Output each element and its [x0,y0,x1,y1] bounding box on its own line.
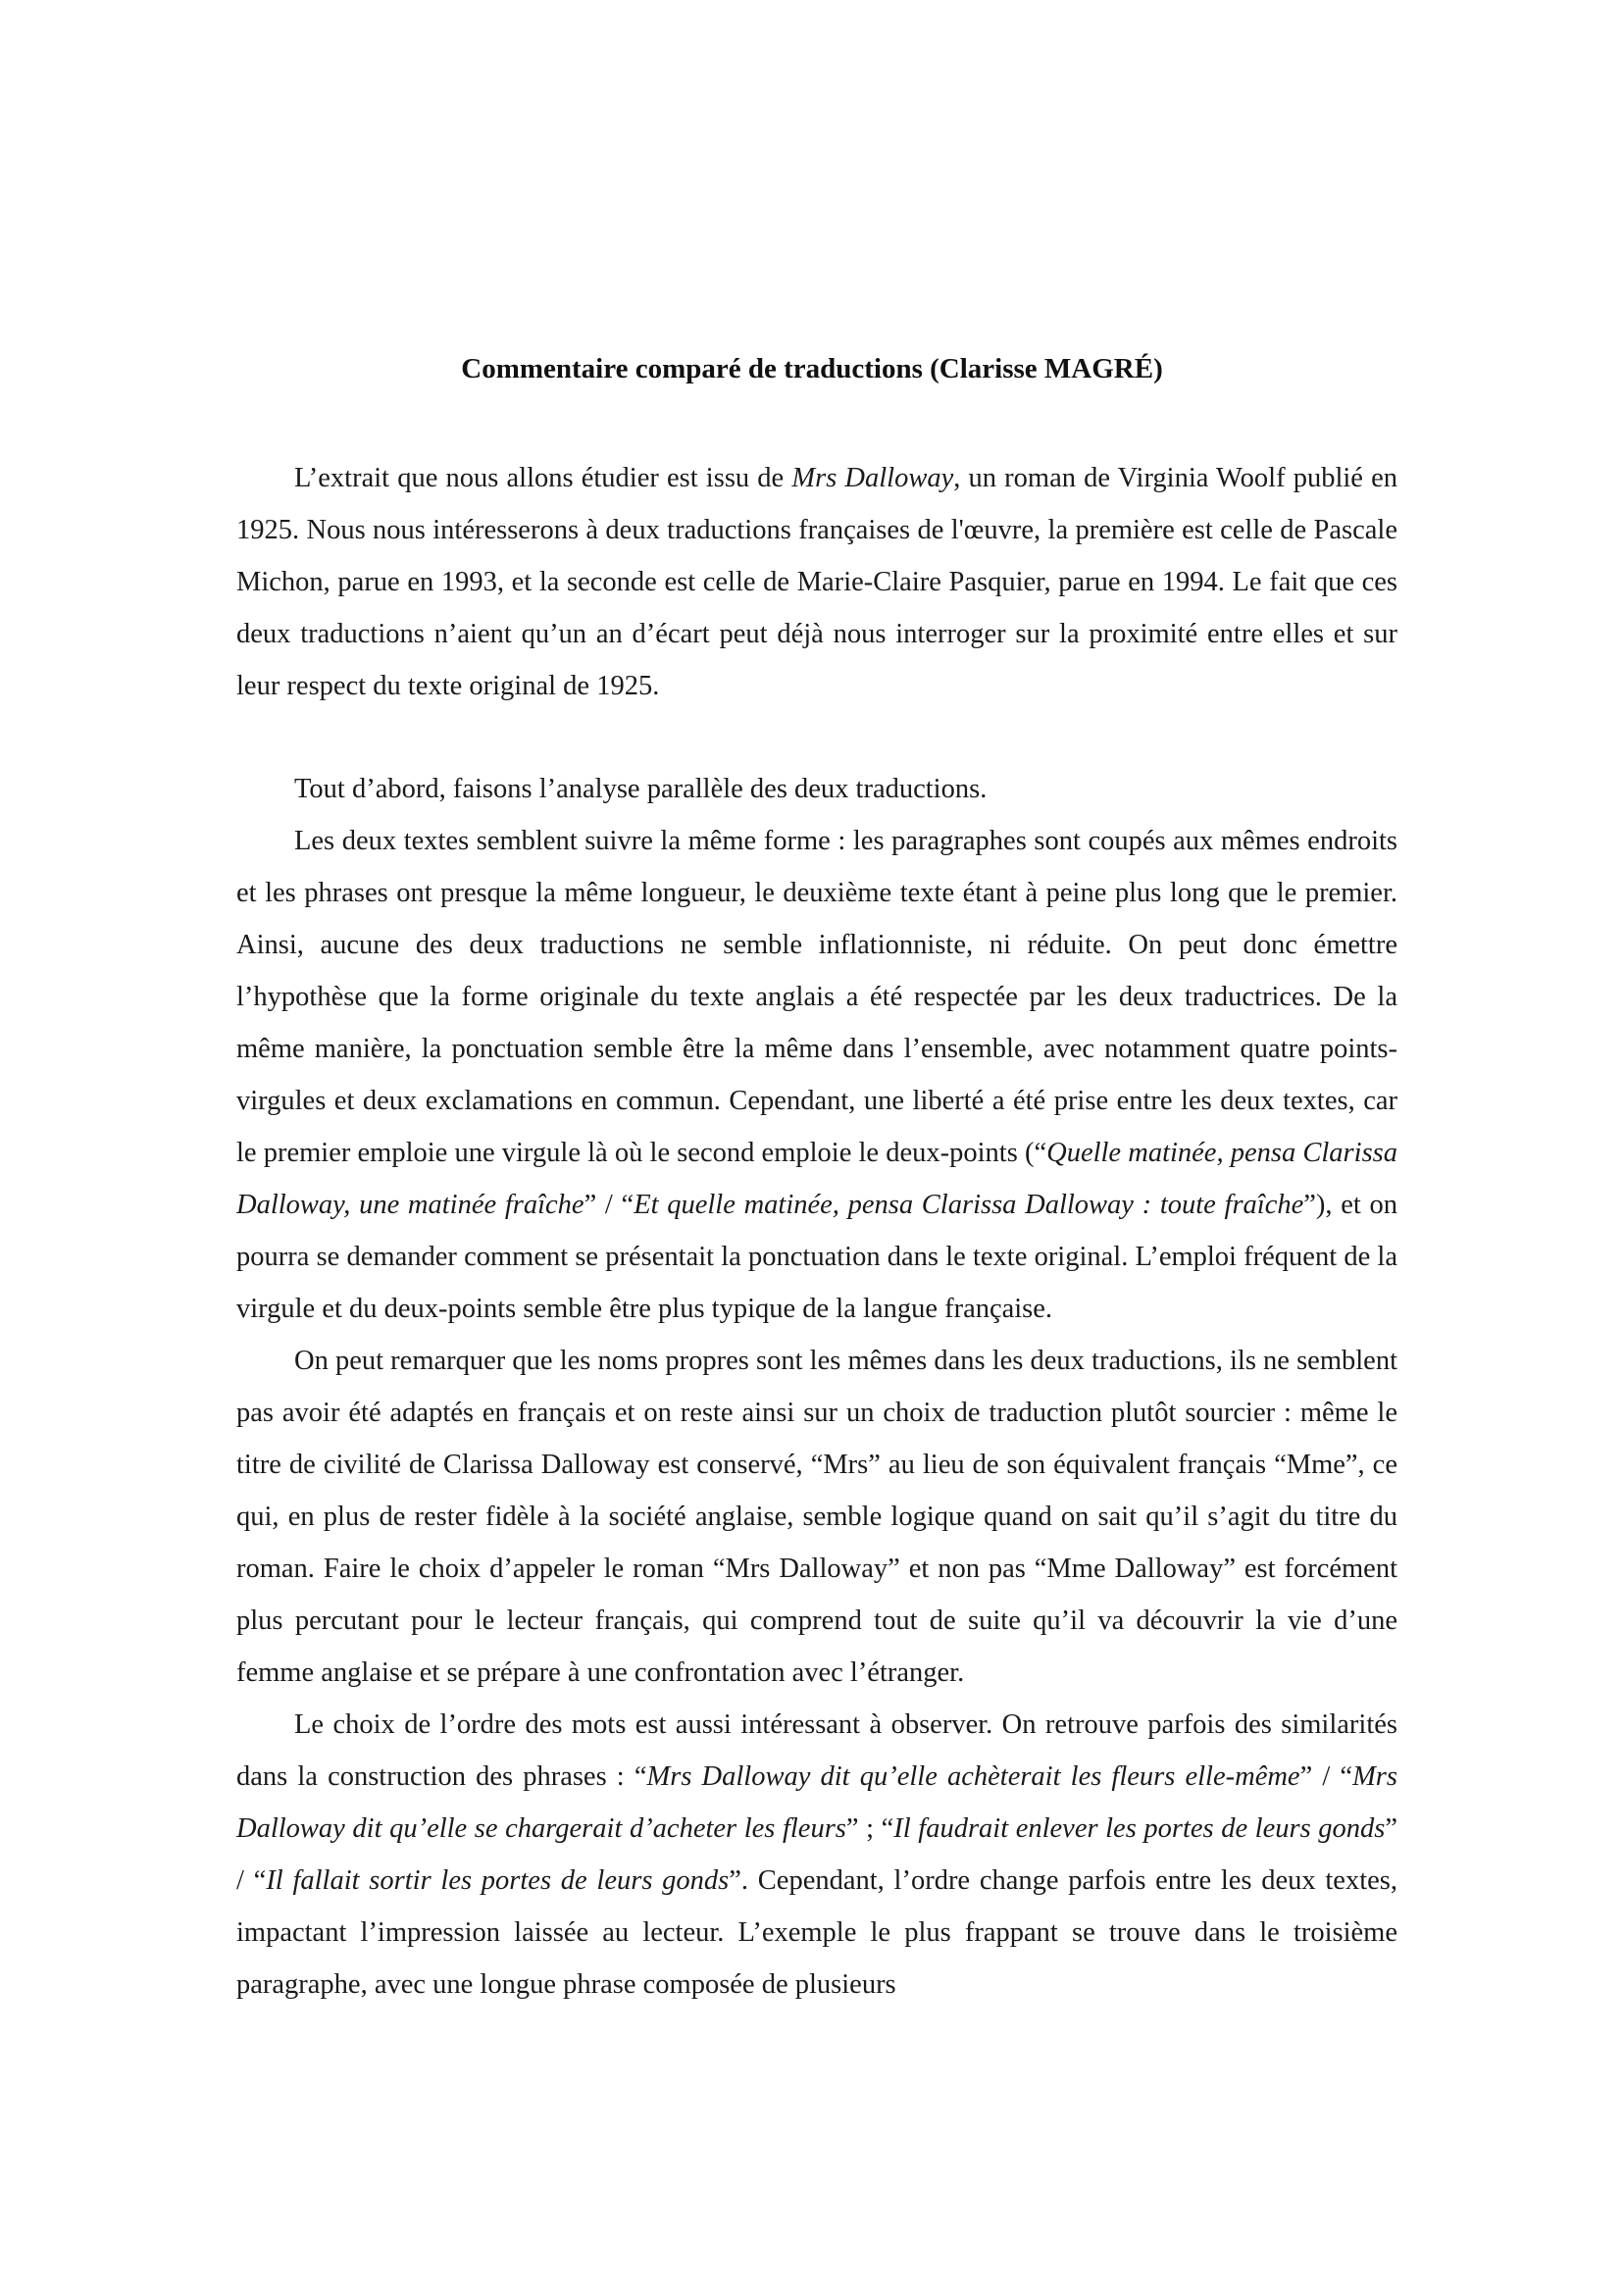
paragraph-text: ”), et on pourra se demander comment se présentait la ponctuation dans le texte original. L’emploi fréquent de la virgule et du deux-points semble être plus typique de la langue française. [236,1190,1397,1324]
intro-text: , un roman de Virginia Woolf publié en 1925. Nous nous intéresserons à deux traductions françaises de l'œuvre, la première est celle de Pascale Michon, parue en 1993, et la seconde est celle de Marie-Claire Pasquier, parue en 1994. Le fait que ces deux traductions n’aient qu’un an d’écart peut déjà nous interroger sur la proximité entre elles et sur leur respect du texte original de 1925. [236,463,1398,701]
paragraph-2 [236,815,1397,1335]
paragraph-4 [236,1699,1397,2011]
paragraph-text: Le choix de l’ordre des mots est aussi intéressant à observer. On retrouve parfois des similarités dans la construction des phrases : “ [236,1709,1397,1792]
main-block [236,763,1397,2011]
paragraph-text: ”. Cependant, l’ordre change parfois entre les deux textes, impactant l’impression laissée au lecteur. L’exemple le plus frappant se trouve dans le troisième paragraphe, avec une longue phrase composée de plusieurs [236,1865,1397,2000]
quote-text: Et quelle matinée, pensa Clarissa Dalloway : toute fraîche [634,1190,1304,1220]
quote-separator: ” / “ [1299,1761,1353,1792]
quote-text: Mrs Dalloway dit qu’elle achèterait les fleurs elle-même [646,1761,1300,1792]
paragraph-1: Tout d’abord, faisons l’analyse parallèle des deux traductions. [294,774,988,804]
paragraph-text: Les deux textes semblent suivre la même forme : les paragraphes sont coupés aux mêmes endroits et les phrases ont presque la même longueur, le deuxième texte étant à peine plus long que le premier. Ainsi, aucune des deux traductions ne semble inflationniste, ni réduite. On peut donc émettre l’hypothèse que la forme originale du texte anglais a été respectée par les deux traductrices. De la même manière, la ponctuation semble être la même dans l’ensemble, avec notamment quatre points-virgules et deux exclamations en commun. Cependant, une liberté a été prise entre les deux textes, car le premier emploie une virgule là où le second emploie le deux-points (“ [236,826,1397,1168]
quote-text: Il fallait sortir les portes de leurs gonds [266,1865,730,1896]
intro-text: L’extrait que nous allons étudier est issu de [294,463,792,493]
quote-separator: ” ; “ [845,1813,894,1844]
quote-separator: ” / “ [584,1190,634,1220]
paragraph-3: On peut remarquer que les noms propres sont les mêmes dans les deux traductions, ils ne semblent pas avoir été adaptés en français et on reste ainsi sur un choix de traduction plutôt sourcier : même le titre de civilité de Clarissa Dalloway est conservé, “Mrs” au lieu de son équivalent français “Mme”, ce qui, en plus de rester fidèle à la société anglaise, semble logique quand on sait qu’il s’agit du titre du roman. Faire le choix d’appeler le roman “Mrs Dalloway” et non pas “Mme Dalloway” est forcément plus percutant pour le lecteur français, qui comprend tout de suite qu’il va découvrir la vie d’une femme anglaise et se prépare à une confrontation avec l’étranger. [236,1346,1397,1688]
document-title: Commentaire comparé de traductions (Clarisse MAGRÉ) [461,353,1163,384]
novel-title: Mrs Dalloway [791,463,954,493]
quote-text: Il faudrait enlever les portes de leurs gonds [893,1813,1386,1844]
quote-text: Mrs Dalloway dit qu’elle se chargerait d’acheter les fleurs [236,1761,1397,1844]
paragraph-intro [236,452,1397,712]
quote-text: Quelle matinée, pensa Clarissa Dalloway, une matinée fraîche [236,1138,1398,1220]
intro-block [236,452,1397,712]
quote-separator: ” / “ [236,1813,1398,1896]
